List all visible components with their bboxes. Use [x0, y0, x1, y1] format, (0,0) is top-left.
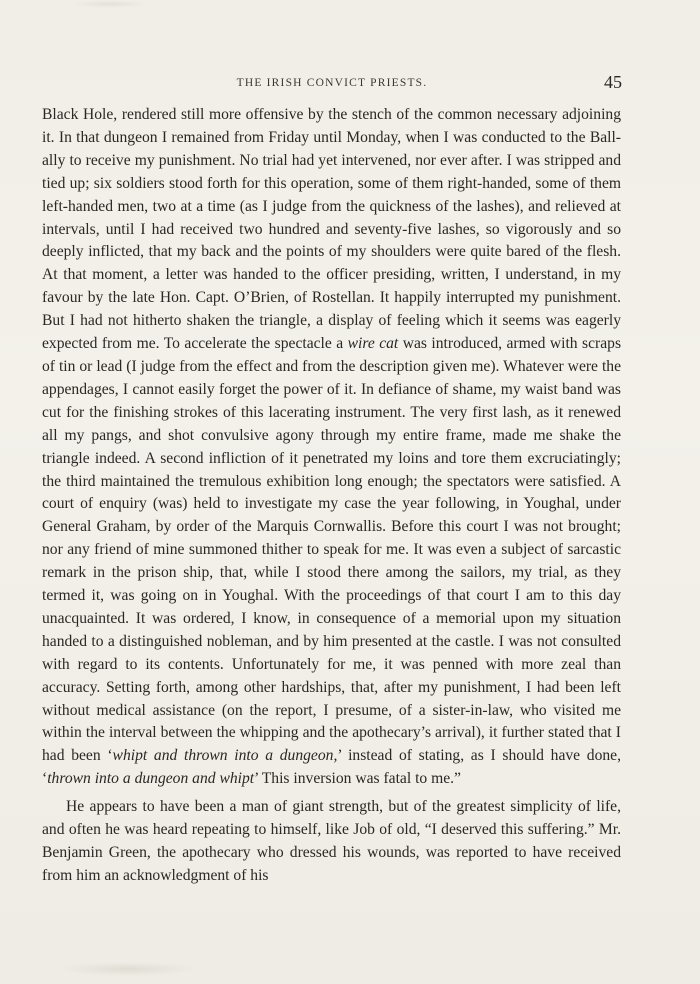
page-number: 45 [604, 72, 622, 92]
text-run: was introduced, armed with scraps of tin or lead (I judge from the effect and from the description given me). Whatever were the appendages, I cannot easily forget the power of it. In defiance of shame, my waist band was cut for the finishing strokes of this lacerating instrument. The very first lash, as it renewed all my pangs, and shot convulsive agony through my entire frame, made me shake the triangle indeed. A second infliction of it penetrated my loins and tore them excruciatingly; the third maintained the tremulous exhibition long enough; the spectators were satisfied. A court of enquiry (was) held to investigate my case the year following, in Youghal, under General Graham, by order of the Marquis Cornwallis. Before this court I was not brought; nor any friend of mine summoned thither to speak for me. It was even a subject of sarcastic remark in the prison ship, that, while I stood there among the sailors, my trial, as they termed it, was going on in Youghal. With the proceedings of that court I am to this day unacquainted. It was ordered, I know, in consequence of a memorial upon my situation handed to a distinguished nobleman, and by him presented at the castle. I was not consulted with regard to its contents. Unfortunately for me, it was penned with more zeal than accuracy. Setting forth, among other hardships, that, after my punishment, I had been left without medical assistance (on the report, I presume, of a sister-in-law, who visited me within the interval between the whipping and the apothecary’s arrival), it further stated that I had been ‘ [42, 335, 622, 765]
italic-text-run: thrown into a dungeon and whipt [47, 770, 255, 788]
body-text [42, 104, 621, 888]
page-smudge [70, 0, 150, 8]
italic-text-run: wire cat [347, 335, 399, 353]
text-run: ’ instead of stating, as I should have done, ‘ [42, 747, 621, 788]
page-header [42, 72, 622, 96]
italic-text-run: whipt and thrown into a dungeon, [112, 747, 338, 765]
text-run: He appears to have been a man of giant strength, but of the greatest simplicity of life, and often he was heard repeating to himself, like Job of old, “I deserved this suffering.” Mr. Benjamin Green, the apothecary who dressed his wounds, was reported to have received from him an acknowledgment of his [42, 798, 621, 884]
paragraph [42, 104, 621, 791]
paragraph [42, 796, 621, 888]
page-smudge [58, 962, 198, 976]
text-run: Black Hole, rendered still more offensive by the stench of the common necessary adjoining it. In that dungeon I remained from Friday until Monday, when I was conducted to the Ball-ally to receive my punishment. No trial had yet intervened, nor ever after. I was stripped and tied up; six soldiers stood forth for this operation, some of them right-handed, some of them left-handed men, two at a time (as I judge from the quickness of the lashes), and relieved at intervals, until I had received two hundred and seventy-five lashes, so vigorously and so deeply inflicted, that my back and the points of my shoulders were quite bared of the flesh. At that moment, a letter was handed to the officer presiding, written, I understand, in my favour by the late Hon. Capt. O’Brien, of Rostellan. It happily interrupted my punishment. But I had not hitherto shaken the triangle, a display of feeling which it seems was eagerly expected from me. To accelerate the spectacle a [42, 106, 621, 353]
running-title: THE IRISH CONVICT PRIESTS. [236, 77, 428, 89]
text-run: ’ This inversion was fatal to me.” [254, 770, 461, 788]
